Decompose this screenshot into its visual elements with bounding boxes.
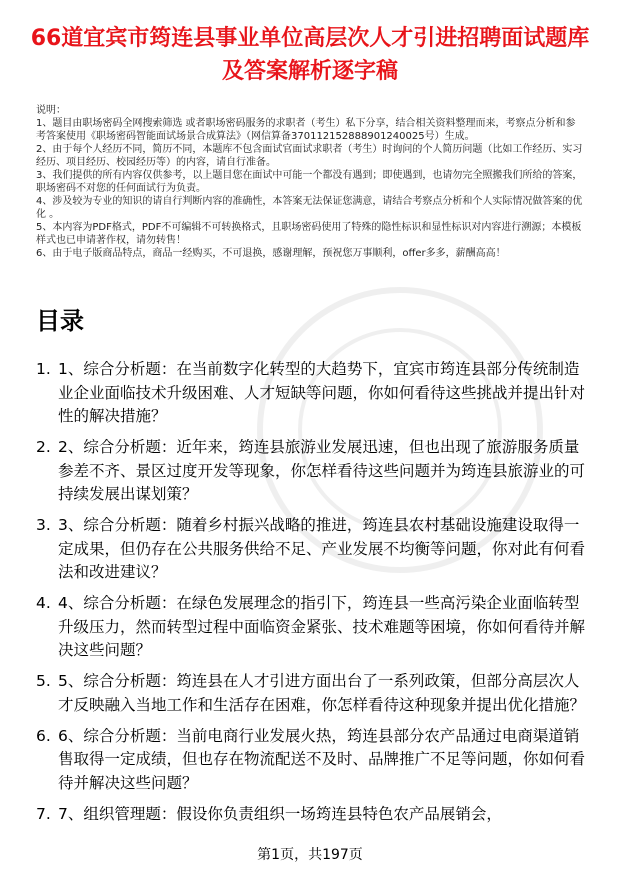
page-footer: 第1页，共197页 [257,847,363,863]
note-item: 5、本内容为PDF格式，PDF不可编辑不可转换格式，且职场密码使用了特殊的隐性标识和显性标识对内容进行溯源；本模板样式也已申请著作权，请勿转售！ [36,222,582,246]
note-item: 3、我们提供的所有内容仅供参考，以上题目您在面试中可能一个都没有遇到；即使遇到，也请勿完全照搬我们所给的答案，职场密码不对您的任何面试行为负责。 [36,170,583,194]
document-title: 66道宜宾市筠连县事业单位高层次人才引进招聘面试题库及答案解析逐字稿 [30,26,590,84]
toc-item-number: 2. [36,438,51,456]
note-item: 6、由于电子版商品特点，商品一经购买，不可退换，感谢理解，预祝您万事顺利，offer多多，薪酬高高！ [36,248,506,259]
toc-list [36,358,592,834]
toc-item-number: 1. [36,360,51,378]
toc-item-number: 7. [36,804,51,823]
toc-item-text: 4、综合分析题：在绿色发展理念的指引下，筠连县一些高污染企业面临转型升级压力，然而转型过程中面临资金紧张、技术难题等困境，你如何看待并解决这些问题？ [58,594,586,659]
note-item: 4、涉及较为专业的知识的请自行判断内容的准确性，本答案无法保证您满意，请结合考察点分析和个人实际情况做答案的优化 。 [36,196,583,220]
toc-item[interactable] [36,514,592,585]
toc-item-text: 3、综合分析题：随着乡村振兴战略的推进，筠连县农村基础设施建设取得一定成果，但仍存在公共服务供给不足、产业发展不均衡等问题，你对此有何看法和改进建议？ [58,516,586,581]
toc-item-number: 5. [36,672,51,690]
toc-item[interactable] [36,670,592,717]
toc-item[interactable] [36,725,592,796]
toc-item-number: 3. [36,516,51,534]
toc-item[interactable] [36,436,592,507]
toc-item-text: 7、组织管理题：假设你负责组织一场筠连县特色农产品展销会， [58,804,502,823]
toc-item[interactable] [36,358,592,429]
toc-item[interactable] [36,592,592,663]
notes-section [36,104,584,260]
toc-heading: 目录 [36,307,84,335]
note-item: 1、题目由职场密码全网搜索筛选 或者职场密码服务的求职者（考生）私下分享，结合相关资料整理而来，考察点分析和参考答案使用《职场密码智能面试场景合成算法》（网信算备370112152888901240025号）生成。 [36,118,576,142]
note-item: 2、由于每个人经历不同，简历不同，本题库不包含面试官面试求职者（考生）时询问的个人简历问题（比如工作经历、实习经历、项目经历、校园经历等）的内容，请自行准备。 [36,144,583,168]
toc-item-text: 5、综合分析题：筠连县在人才引进方面出台了一系列政策，但部分高层次人才反映融入当地工作和生活存在困难，你怎样看待这种现象并提出优化措施？ [58,672,586,714]
toc-item-text: 2、综合分析题：近年来，筠连县旅游业发展迅速，但也出现了旅游服务质量参差不齐、景区过度开发等现象，你怎样看待这些问题并为筠连县旅游业的可持续发展出谋划策？ [58,438,586,503]
notes-heading: 说明： [36,105,66,116]
toc-item-text: 6、综合分析题：当前电商行业发展火热，筠连县部分农产品通过电商渠道销售取得一定成绩，但也存在物流配送不及时、品牌推广不足等问题，你如何看待并解决这些问题？ [58,726,586,792]
toc-item-text: 1、综合分析题：在当前数字化转型的大趋势下，宜宾市筠连县部分传统制造业企业面临技术升级困难、人才短缺等问题，你如何看待这些挑战并提出针对性的解决措施？ [58,360,586,425]
toc-item-number: 6. [36,726,51,745]
toc-item-number: 4. [36,594,51,612]
toc-item[interactable] [36,803,592,827]
